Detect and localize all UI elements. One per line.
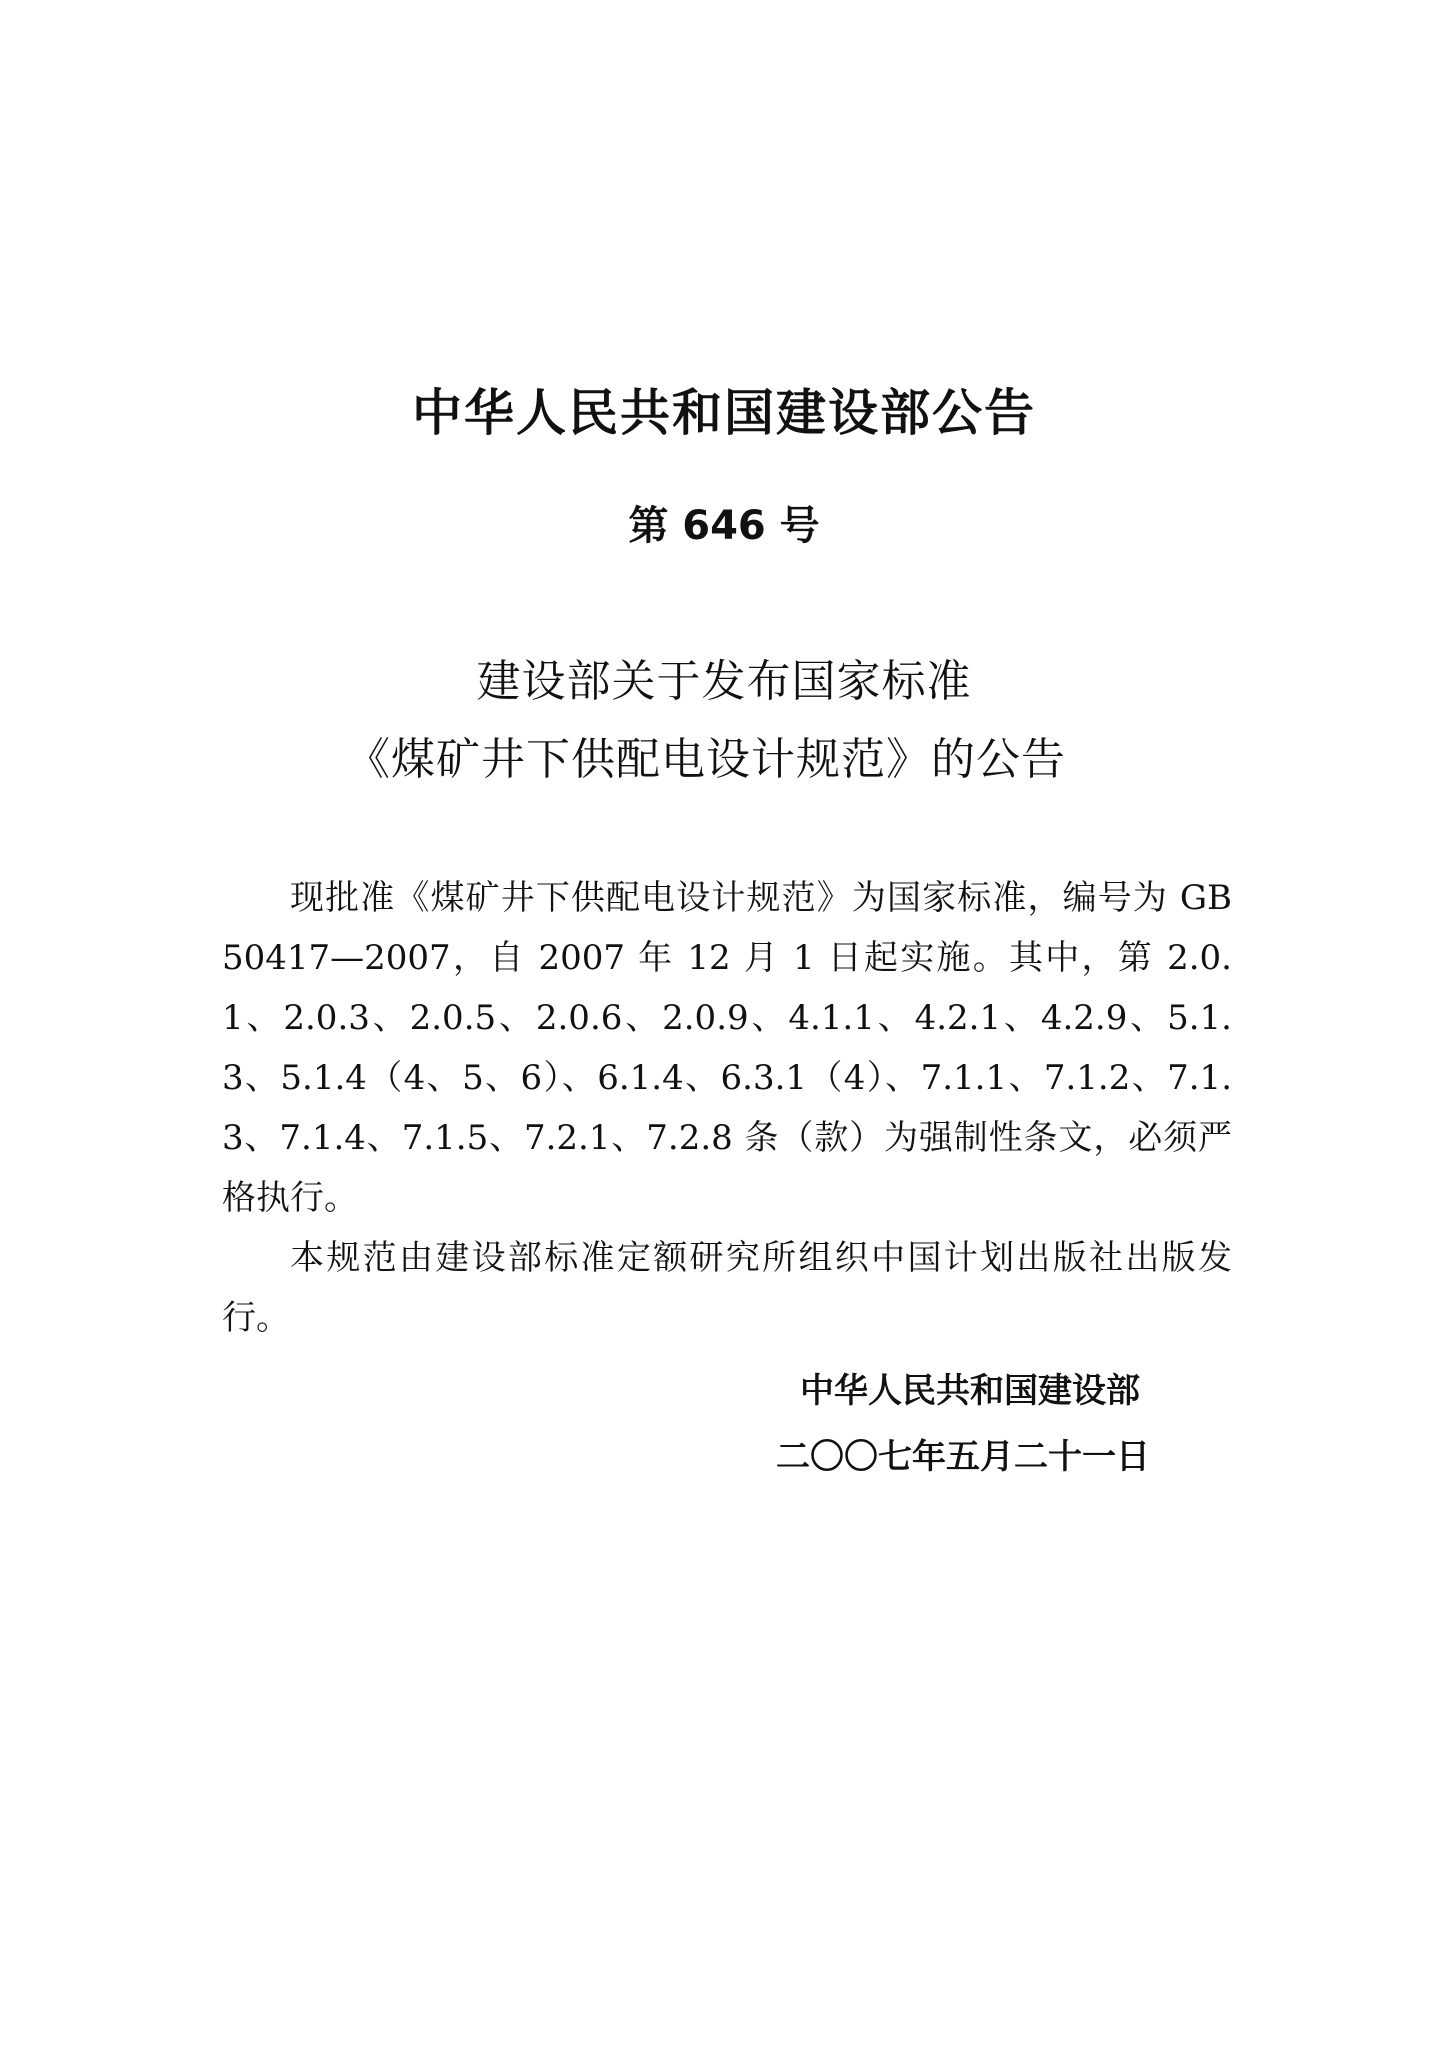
announcement-paragraph-publication: 本规范由建设部标准定额研究所组织中国计划出版社出版发行。	[222, 1238, 1232, 1338]
announcement-subtitle-line1: 建设部关于发布国家标准	[476, 656, 972, 707]
announcement-title: 中华人民共和国建设部公告	[412, 384, 1036, 442]
announcement-subtitle-line2: 《煤矿井下供配电设计规范》的公告	[346, 734, 1066, 785]
announcement-paragraph-approval: 现批准《煤矿井下供配电设计规范》为国家标准，编号为 GB 50417—2007，自 2007 年 12 月 1 日起实施。其中，第 2.0.1、2.0.3、2.0.5、2.0.6、2.0.9、4.1.1、4.2.1、4.2.9、5.1.3、5.1.4（4、5、6）、6.1.4、6.3.1（4）、7.1.1、7.1.2、7.1.3、7.1.4、7.1.5、7.2.1、7.2.8 条（款）为强制性条文，必须严格执行。	[222, 878, 1232, 1218]
signature-organization: 中华人民共和国建设部	[800, 1371, 1140, 1411]
announcement-number: 第 646 号	[628, 503, 820, 549]
signature-date: 二〇〇七年五月二十一日	[776, 1437, 1150, 1477]
